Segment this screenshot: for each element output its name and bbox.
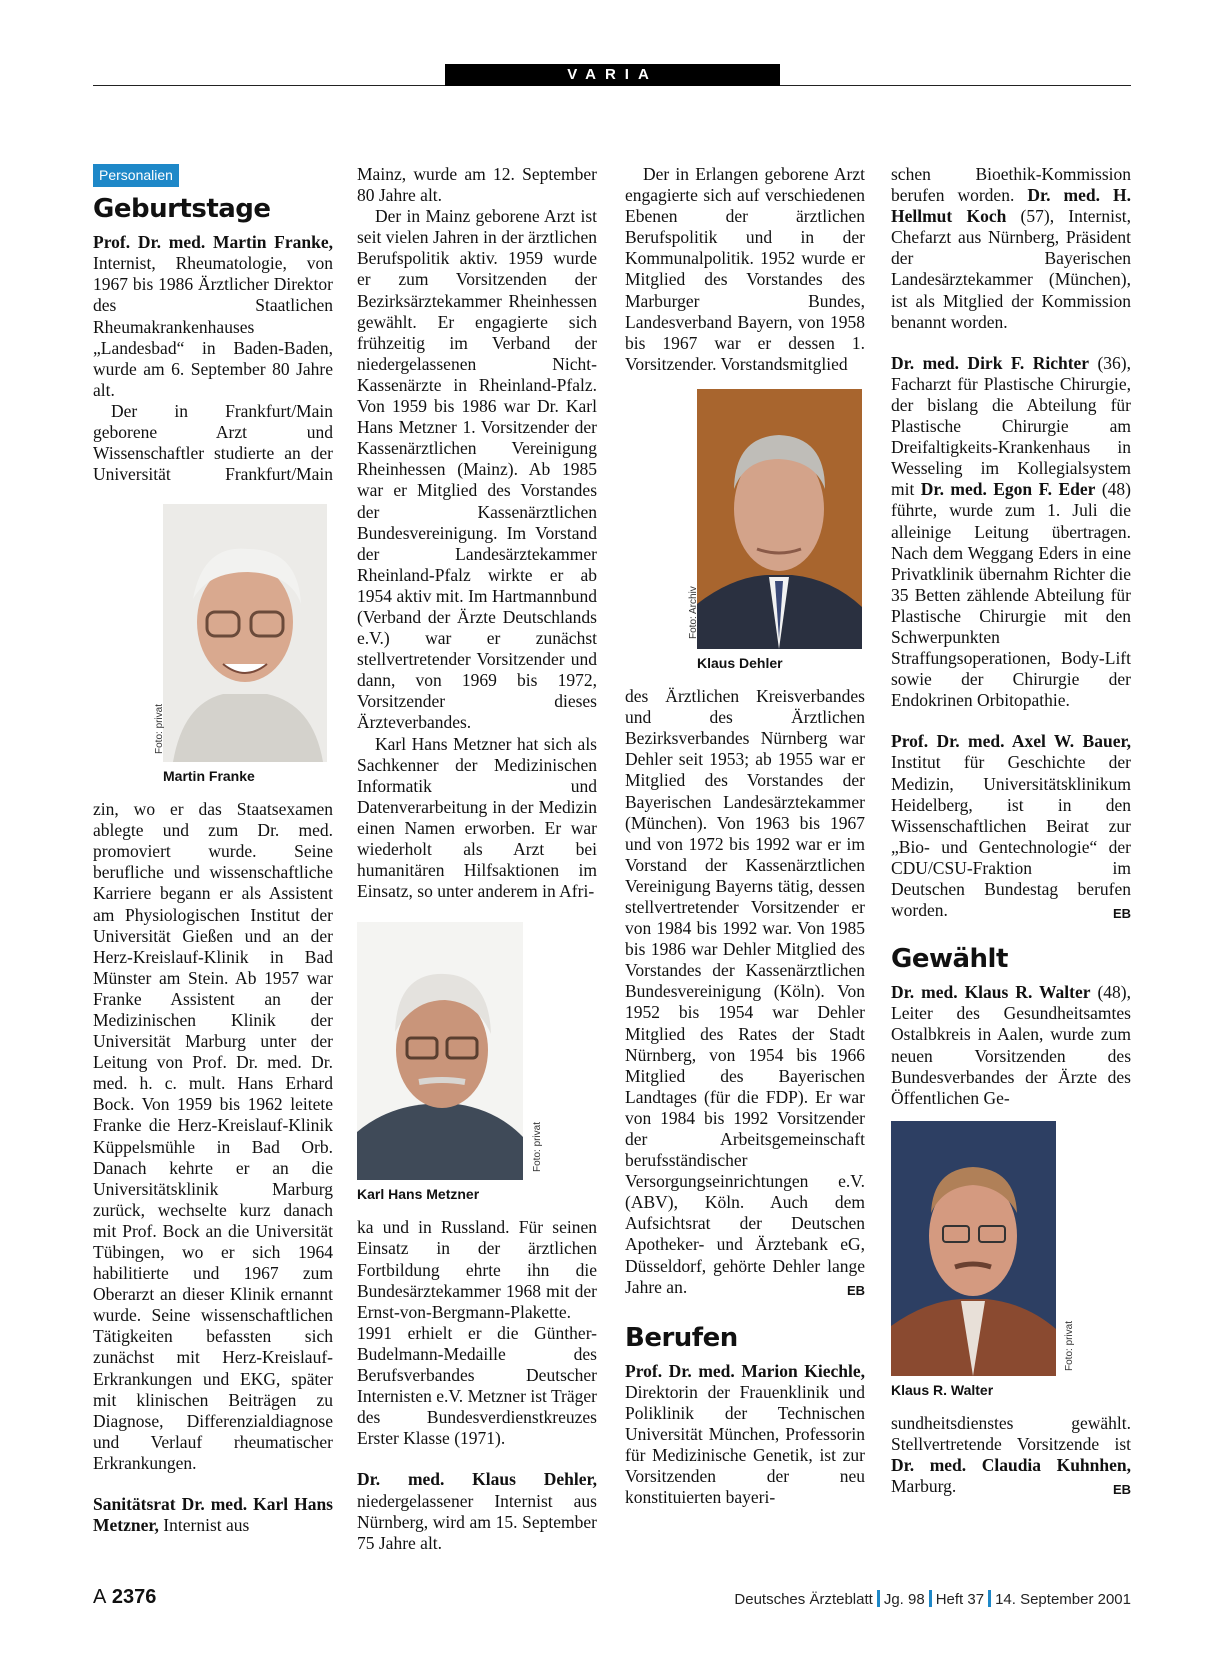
person-name: Dr. med. Klaus Dehler, [357, 1469, 597, 1490]
text: (48) führte, wurde zum 1. Juli die alleinige Leitung übertragen. Nach dem Weggang Eders in eine Privatklinik übernahm Richter die 35 Betten zählende Abteilung für Plastische Chirurgie mit den Schwerpunkten Straffungsoperationen, Body-Lift sowie der Chirurgie der Endokrinen Orbitopathie. [891, 479, 1131, 711]
journal-name: Deutsches Ärzteblatt [734, 1591, 873, 1608]
page-number [93, 1586, 156, 1609]
text: niedergelassener Internist aus Nürnberg, wird am 15. September 75 Jahre alt. [357, 1490, 597, 1553]
paragraph-continued: ka und in Russland. Für seinen Einsatz in der ärztlichen Fortbildung ehrte ihn die Bundesärztekammer 1968 mit der Ernst-von-Bergmann-Plakette. 1991 erhielt er die Günther-Budelmann-Medaille des Berufsverbandes Deutscher Internisten e.V. Metzner ist Träger des Bundesverdienstkreuzes Erster Klasse (1971). [357, 1217, 597, 1449]
page-prefix: A [93, 1586, 107, 1608]
text: Internist aus [158, 1515, 250, 1536]
person-name: Dr. med. Klaus R. Walter [891, 982, 1091, 1003]
paragraph: Mainz, wurde am 12. September 80 Jahre alt. [357, 164, 597, 206]
portrait-photo [357, 922, 523, 1180]
column-2 [357, 164, 597, 1554]
text: schen Bioethik-Kommission berufen worden. [891, 164, 1131, 206]
page-number-value: 2376 [111, 1586, 157, 1608]
portrait-photo [697, 389, 862, 649]
photo-credit: Foto: privat [154, 703, 165, 754]
text: Direktorin der Frauenklinik und Poliklinik der Technischen Universität München, Professorin für Medizinische Genetik, ist zur Vorsitzenden der neu konstituierten bayeri- [625, 1381, 865, 1508]
text: (36), Facharzt für Plastische Chirurgie, der bislang die Abteilung für Plastische Chirurgie am Dreifaltigkeits-Krankenhaus in Wesseling im Kollegialsystem mit [891, 352, 1131, 500]
person-name: Prof. Dr. med. Marion Kiechle, [625, 1360, 865, 1381]
figure-caption: Karl Hans Metzner [357, 1186, 480, 1203]
person-name: Sanitätsrat Dr. med. Karl Hans Metzner, [93, 1494, 333, 1536]
text: Internist, Rheumatologie, von 1967 bis 1986 Ärztlicher Direktor des Staatlichen Rheumakrankenhauses „Landesbad“ in Baden-Baden, wurde am 6. September 80 Jahre alt. [93, 253, 333, 400]
paragraph-continued: sundheitsdienstes gewählt. Stellvertretende Vorsitzende ist Dr. med. Claudia Kuhnhen, Marburg. EB [891, 1413, 1131, 1497]
figure-caption: Martin Franke [163, 767, 255, 784]
figure-franke [154, 504, 333, 787]
column-4 [891, 164, 1131, 1500]
person-name: Prof. Dr. med. Martin Franke, [93, 232, 333, 253]
kicker-badge: Personalien [93, 164, 179, 187]
text: Marburg. [891, 1476, 957, 1497]
author-sign: EB [1112, 906, 1131, 922]
paragraph [891, 353, 1131, 712]
figure-caption: Klaus Dehler [697, 654, 783, 671]
author-sign: EB [846, 1282, 865, 1298]
section-label: VARIA [445, 64, 780, 86]
photo-credit: Foto: privat [1064, 1320, 1075, 1371]
figure-walter [891, 1121, 1131, 1401]
heading-gewaehlt: Gewählt [891, 944, 1008, 975]
paragraph: Der in Erlangen geborene Arzt engagierte sich auf verschiedenen Ebenen der ärztlichen Berufspolitik und in der Kommunalpolitik. 1952 wurde er Mitglied des Vorstandes des Marburger Bundes, Landesverband Bayern, von 1958 bis 1967 war er dessen 1. Vorsitzender. Vorstandsmitglied [625, 164, 865, 374]
paragraph [891, 164, 1131, 333]
separator [988, 1590, 991, 1607]
paragraph [625, 1361, 865, 1509]
issue-date: 14. September 2001 [995, 1591, 1131, 1608]
person-name: Dr. med. H. Hellmut Koch [891, 185, 1131, 227]
paragraph-continued: zin, wo er das Staatsexamen ablegte und zum Dr. med. promoviert wurde. Seine berufliche und wissenschaftliche Karriere begann er als Assistent am Physiologischen Institut der Universität Gießen und an der Herz-Kreislauf-Klinik in Bad Münster am Stein. Ab 1957 war Franke Assistent an der Medizinischen Klinik der Universität Marburg unter der Leitung von Prof. Dr. med. Dr. med. h. c. mult. Hans Erhard Bock. Von 1959 bis 1962 leitete Franke die Herz-Kreislauf-Klinik Küppelsmühle in Bad Orb. Danach kehrte er an die Universitätsklinik Marburg zurück, wechselte kurz danach mit Prof. Bock an die Universität Tübingen, wo er sich 1964 habilitierte und 1967 zum Oberarzt an dieser Klinik ernannt wurde. Seine wissenschaftlichen Tätigkeiten befassten sich zunächst mit Herz-Kreislauf-Erkrankungen und EKG, später mit klinischen Beiträgen zu Diagnose, Differenzialdiagnose und Verlauf rheumatischer Erkrankungen. [93, 799, 333, 1473]
paragraph-continued: des Ärztlichen Kreisverbandes und des Ärztlichen Bezirksverbandes Nürnberg war Dehler seit 1953; ab 1955 war er Mitglied des Vorstandes der Bayerischen Landesärztekammer (München). Von 1963 bis 1967 und von 1972 bis 1992 war er im Vorstand der Kassenärztlichen Vereinigung Bayerns tätig, dessen stellvertretender Vorsitzender er von 1984 bis 1992 war. Von 1985 bis 1986 war Dehler Mitglied des Vorstandes der Kassenärztlichen Bundesvereinigung (Köln). Von 1952 bis 1954 war Dehler Mitglied des Rates der Stadt Nürnberg, von 1954 bis 1966 Mitglied des Bayerischen Landtages (für die FDP). Er war von 1984 bis 1992 Vorsitzender der Arbeitsgemeinschaft berufsständischer Versorgungseinrichtungen e.V. (ABV), Köln. Auch dem Aufsichtsrat der Deutschen Apotheker- und Ärztebank eG, Düsseldorf, gehörte Dehler lange Jahre an. EB [625, 686, 865, 1298]
photo-credit: Foto: privat [532, 1122, 543, 1173]
portrait-photo [163, 504, 327, 762]
photo-credit: Foto: Archiv [688, 586, 699, 639]
footer-citation [734, 1590, 1131, 1608]
author-sign: EB [1112, 1482, 1131, 1498]
issue: Heft 37 [935, 1591, 985, 1608]
paragraph [891, 731, 1131, 921]
paragraph [93, 232, 333, 401]
person-name: Prof. Dr. med. Axel W. Bauer, [891, 731, 1131, 752]
heading-geburtstage: Geburtstage [93, 194, 271, 225]
paragraph [93, 1494, 333, 1536]
paragraph: Der in Mainz geborene Arzt ist seit vielen Jahren in der ärztlichen Berufspolitik aktiv. 1959 wurde er zum Vorsitzenden der Bezirksärztekammer Rheinhessen gewählt. Er engagierte sich frühzeitig im Verband der niedergelassenen Nicht-Kassenärzte in Rheinland-Pfalz. Von 1959 bis 1986 war Dr. Karl Hans Metzner 1. Vorsitzender der Kassenärztlichen Vereinigung Rheinhessen (Mainz). Ab 1985 war er Mitglied des Vorstandes der Kassenärztlichen Bundesvereinigung. Im Vorstand der Landesärztekammer Rheinland-Pfalz wirkte er ab 1954 aktiv mit. Im Hartmannbund (Verband der Ärzte Deutschlands e.V.) war er zunächst stellvertretender Vorsitzender und dann, von 1969 bis 1972, Vorsitzender dieses Ärzteverbandes. [357, 206, 597, 733]
separator [877, 1590, 880, 1607]
heading-berufen: Berufen [625, 1322, 738, 1353]
paragraph: Der in Frankfurt/Main geborene Arzt und Wissenschaftler studierte an der Universität Frankfurt/Main [93, 400, 333, 485]
person-name: Dr. med. Egon F. Eder [920, 479, 1096, 500]
figure-metzner [357, 922, 597, 1205]
column-1 [93, 164, 333, 1536]
person-name: Dr. med. Dirk F. Richter [891, 352, 1090, 373]
paragraph: Karl Hans Metzner hat sich als Sachkenner der Medizinischen Informatik und Datenverarbeitung in der Medizin einen Namen erworben. Er war wiederholt als Arzt bei humanitären Hilfsaktionen im Einsatz, so unter anderem in Afri- [357, 733, 597, 902]
portrait-photo [891, 1121, 1056, 1376]
text: Institut für Geschichte der Medizin, Universitätsklinikum Heidelberg, ist in den Wissenschaftlichen Beirat zur „Bio- und Gentechnologie“ der CDU/CSU-Fraktion im Deutschen Bundestag berufen worden. [891, 752, 1131, 921]
paragraph [357, 1469, 597, 1553]
text: (57), Internist, Chefarzt aus Nürnberg, Präsident der Bayerischen Landesärztekammer (München), ist als Mitglied der Kommission benannt worden. [891, 206, 1131, 332]
figure-dehler [688, 389, 865, 674]
separator [929, 1590, 932, 1607]
volume: Jg. 98 [883, 1591, 925, 1608]
paragraph: Dr. med. Klaus R. Walter (48), Leiter des Gesundheitsamtes Ostalbkreis in Aalen, wurde zum neuen Vorsitzenden des Bundesverbandes der Ärzte des Öffentlichen Ge- [891, 982, 1132, 1108]
person-name: Dr. med. Claudia Kuhnhen, [891, 1455, 1131, 1476]
figure-caption: Klaus R. Walter [891, 1381, 994, 1398]
column-3 [625, 164, 865, 1509]
